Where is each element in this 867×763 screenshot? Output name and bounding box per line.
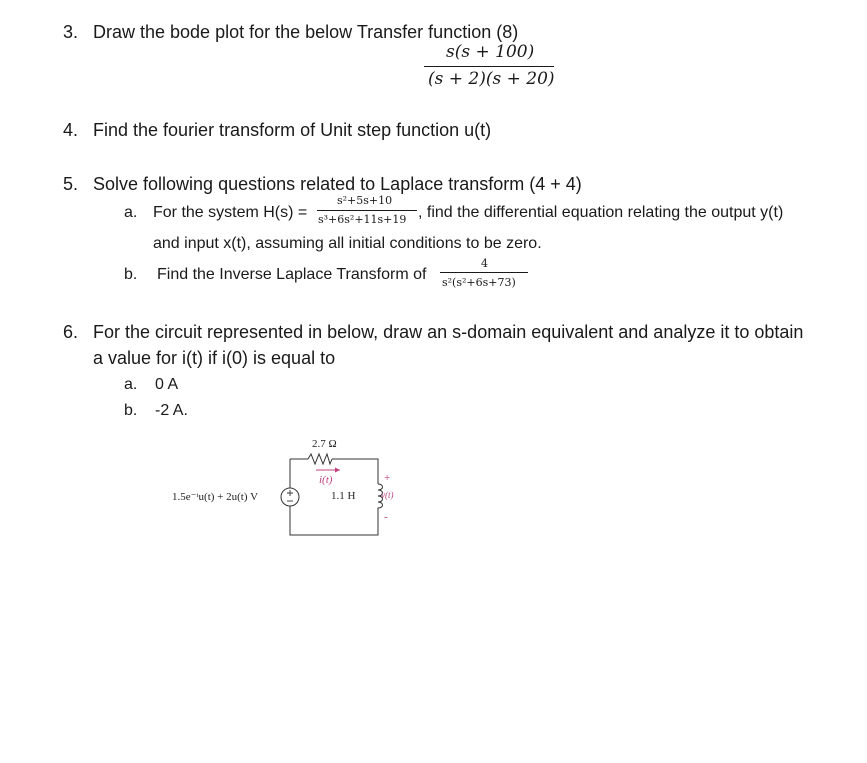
q3-number: 3. [63,22,79,42]
resistor-icon [308,454,332,464]
q6-line2: a value for i(t) if i(0) is equal to [93,348,336,368]
q5-number: 5. [63,174,79,194]
wire-top-right [332,459,378,484]
q3-text: Draw the bode plot for the below Transfer function (8) [93,22,519,42]
q6a-label: a. [124,376,138,393]
q5a-fraction-bar [317,210,417,211]
inductor-label: 1.1 H [331,490,356,502]
q3-fraction-bar [424,66,554,67]
source-label: 1.5e⁻ᵗu(t) + 2u(t) V [172,491,259,503]
q5b-fraction-bar [440,272,528,273]
q5b-prefix: Find the Inverse Laplace Transform of [157,266,427,283]
q5a-line2: and input x(t), assuming all initial conditions to be zero. [153,235,542,252]
voltage-minus: - [384,511,388,523]
current-arrowhead-icon [335,468,340,473]
q5a-suffix: , find the differential equation relating the output y(t) [418,204,784,221]
q6-line1: For the circuit represented in below, draw an s-domain equivalent and analyze it to obtain [93,322,804,342]
q6b-text: -2 A. [155,402,188,419]
q5a-numerator: s²+5s+10 [337,194,393,207]
q6b-label: b. [124,402,138,419]
q6-number: 6. [63,322,79,342]
q5b-denominator: s²(s²+6s+73) [442,276,516,289]
wire-bottom [290,506,378,535]
q5b-label: b. [124,266,138,283]
voltage-plus: + [384,472,391,484]
q5a-label: a. [124,204,138,221]
q5b-numerator: 4 [481,257,488,270]
current-label: i(t) [319,474,333,486]
q5-text: Solve following questions related to Laplace transform (4 + 4) [93,174,582,194]
q4-number: 4. [63,120,79,140]
voltage-label: v(t) [381,490,394,500]
q3-tf-numerator: s(s + 100) [446,42,535,62]
q5a-prefix: For the system H(s) = [153,204,308,221]
q5a-denominator: s³+6s²+11s+19 [318,213,407,226]
q6a-text: 0 A [155,376,179,393]
q4-text: Find the fourier transform of Unit step function u(t) [93,120,492,140]
q3-tf-denominator: (s + 2)(s + 20) [428,69,555,89]
resistor-label: 2.7 Ω [312,438,337,450]
